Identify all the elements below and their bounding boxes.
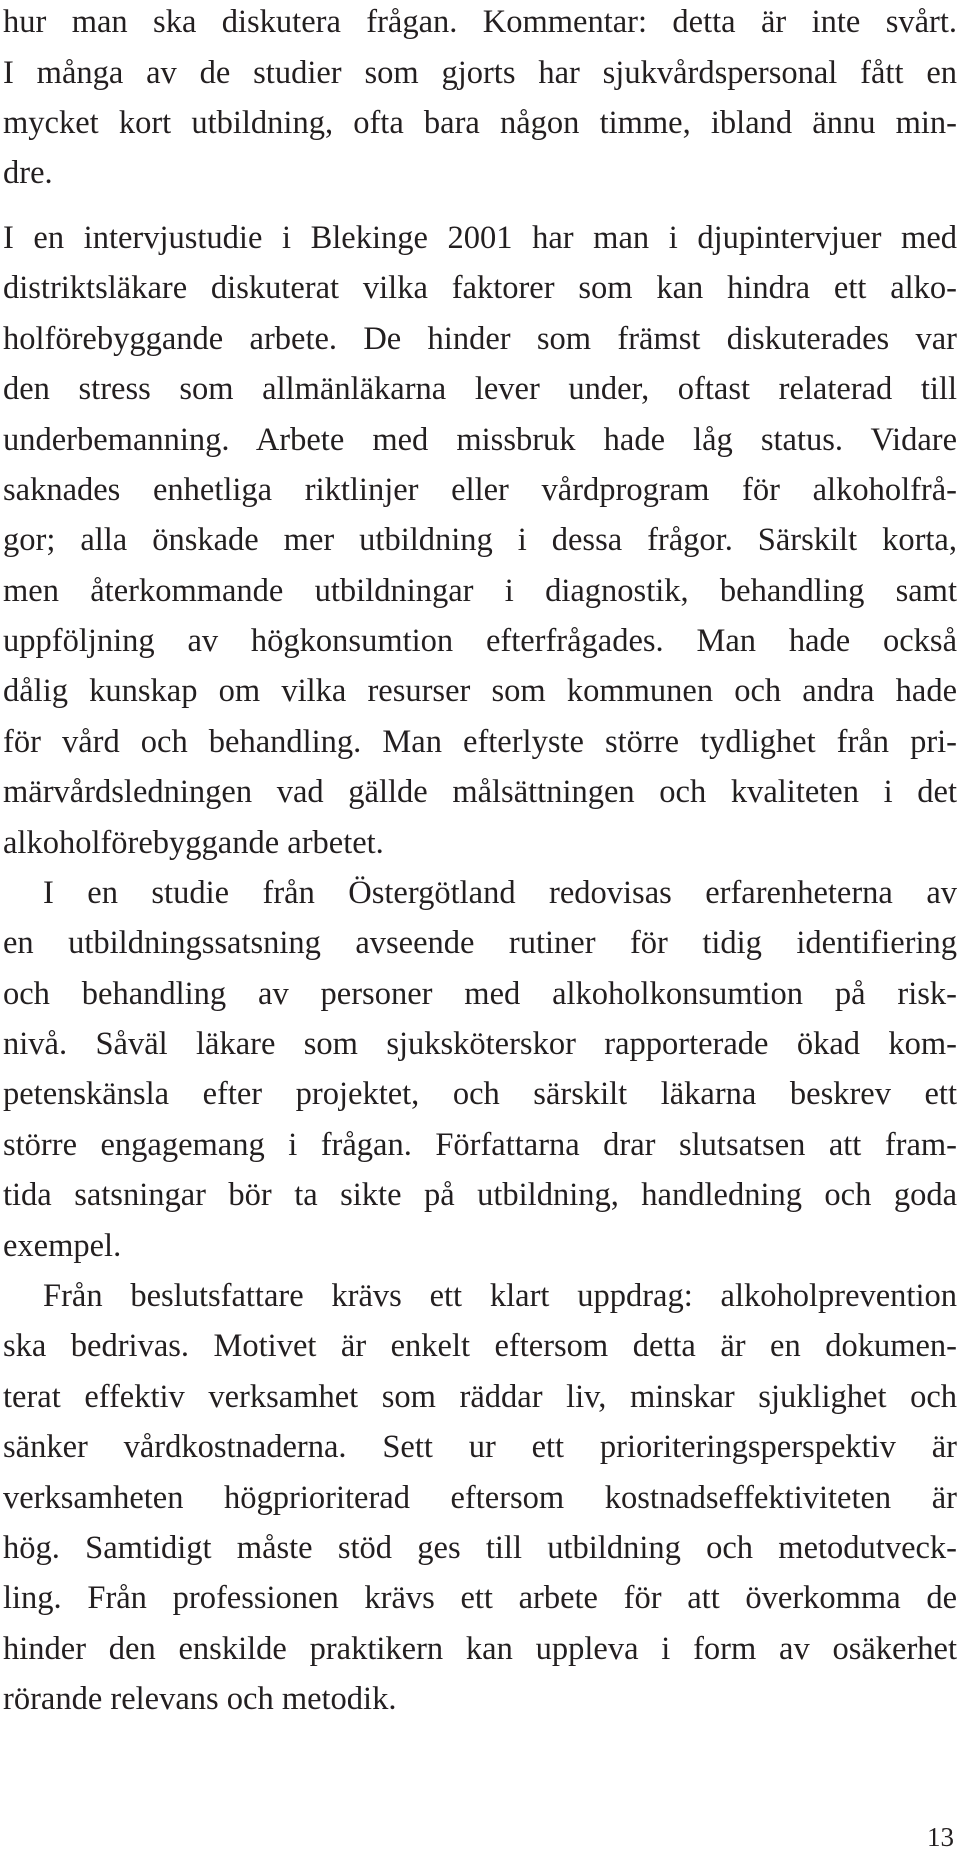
text-line: I en intervjustudie i Blekinge 2001 har man i djupintervjuer med: [3, 220, 957, 256]
text-line: men återkommande utbildningar i diagnostik, behandling samt: [3, 573, 957, 609]
text-line: hög. Samtidigt måste stöd ges till utbildning och metodutveck-: [3, 1530, 957, 1566]
text-line: ling. Från professionen krävs ett arbete för att överkomma de: [3, 1580, 957, 1616]
text-line: större engagemang i frågan. Författarna drar slutsatsen att fram-: [3, 1127, 957, 1163]
text-line: sänker vårdkostnaderna. Sett ur ett prioriteringsperspektiv är: [3, 1429, 957, 1465]
text-line: uppföljning av högkonsumtion efterfrågades. Man hade också: [3, 623, 957, 659]
text-line: petenskänsla efter projektet, och särskilt läkarna beskrev ett: [3, 1076, 957, 1112]
text-line: saknades enhetliga riktlinjer eller vårdprogram för alkoholfrå-: [3, 472, 957, 508]
text-line: Från beslutsfattare krävs ett klart uppdrag: alkoholprevention: [43, 1278, 957, 1314]
text-line: alkoholförebyggande arbetet.: [3, 825, 384, 861]
text-line: ska bedrivas. Motivet är enkelt eftersom detta är en dokumen-: [3, 1328, 957, 1364]
text-line: terat effektiv verksamhet som räddar liv, minskar sjuklighet och: [3, 1379, 957, 1415]
text-line: rörande relevans och metodik.: [3, 1681, 397, 1717]
text-line: en utbildningssatsning avseende rutiner för tidig identifiering: [3, 925, 957, 961]
text-line: dre.: [3, 155, 53, 191]
text-line: hinder den enskilde praktikern kan uppleva i form av osäkerhet: [3, 1631, 957, 1667]
text-line: märvårdsledningen vad gällde målsättningen och kvaliteten i det: [3, 774, 957, 810]
text-line: I en studie från Östergötland redovisas erfarenheterna av: [43, 875, 957, 911]
document-page: [3, 0, 957, 1872]
text-line: tida satsningar bör ta sikte på utbildning, handledning och goda: [3, 1177, 957, 1213]
text-line: den stress som allmänläkarna lever under, oftast relaterad till: [3, 371, 957, 407]
text-line: för vård och behandling. Man efterlyste större tydlighet från pri-: [3, 724, 957, 760]
text-line: mycket kort utbildning, ofta bara någon timme, ibland ännu min-: [3, 105, 957, 141]
text-line: I många av de studier som gjorts har sjukvårdspersonal fått en: [3, 55, 957, 91]
text-line: gor; alla önskade mer utbildning i dessa frågor. Särskilt korta,: [3, 522, 957, 558]
text-line: underbemanning. Arbete med missbruk hade låg status. Vidare: [3, 422, 957, 458]
text-line: och behandling av personer med alkoholkonsumtion på risk-: [3, 976, 957, 1012]
text-line: verksamheten högprioriterad eftersom kostnadseffektiviteten är: [3, 1480, 957, 1516]
text-line: exempel.: [3, 1228, 122, 1264]
text-line: dålig kunskap om vilka resurser som kommunen och andra hade: [3, 673, 957, 709]
text-line: nivå. Såväl läkare som sjuksköterskor rapporterade ökad kom-: [3, 1026, 957, 1062]
page-number: 13: [927, 1822, 954, 1852]
text-line: hur man ska diskutera frågan. Kommentar: detta är inte svårt.: [3, 4, 957, 40]
text-line: holförebyggande arbete. De hinder som främst diskuterades var: [3, 321, 957, 357]
text-line: distriktsläkare diskuterat vilka faktorer som kan hindra ett alko-: [3, 270, 957, 306]
